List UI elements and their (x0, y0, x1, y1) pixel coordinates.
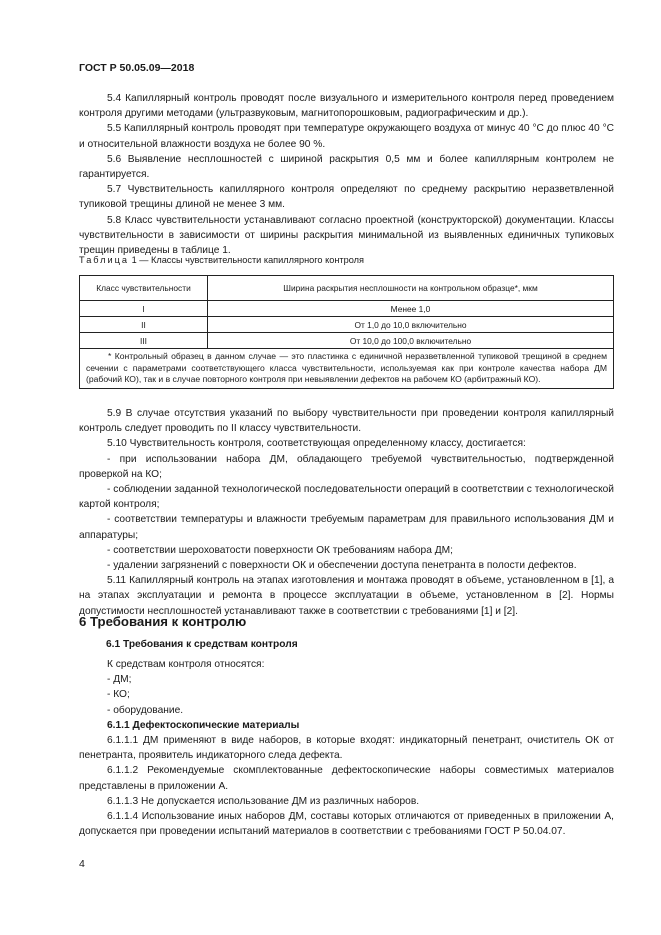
page-number: 4 (79, 858, 85, 870)
list-item: - КО; (107, 689, 130, 701)
list-item: - ДМ; (107, 674, 132, 686)
paragraph-6-1-1-1: 6.1.1.1 ДМ применяют в виде наборов, в которые входят: индикаторный пенетрант, очиститель ОК от пенетранта, проявитель индикаторного следа дефекта. (79, 735, 614, 762)
paragraph-5-4: 5.4 Капиллярный контроль проводят после визуального и измерительного контроля перед проведением контроля другими методами (ультразвуковым, магнитопорошковым, радиографическим и др.). (79, 93, 614, 120)
paragraphs-5-9-to-5-11 (79, 406, 614, 619)
cell-class: I (80, 301, 208, 317)
table-caption (79, 255, 364, 265)
table-row (80, 333, 614, 349)
table-row (80, 301, 614, 317)
cell-class: II (80, 317, 208, 333)
list-item: - оборудование. (107, 704, 184, 716)
paragraph-5-5: 5.5 Капиллярный контроль проводят при температуре окружающего воздуха от минус 40 °С до плюс 40 °С и относительной влажности воздуха не более 90 %. (79, 123, 614, 150)
paragraph-6-1-1-3: 6.1.1.3 Не допускается использование ДМ из различных наборов. (107, 795, 420, 807)
list-item: - удалении загрязнений с поверхности ОК и обеспечении доступа пенетранта в полости дефектов. (107, 560, 577, 572)
list-item: - соответствии шероховатости поверхности ОК требованиям набора ДМ; (107, 544, 453, 556)
table-caption-label: Таблица (79, 255, 130, 265)
paragraph-5-10: 5.10 Чувствительность контроля, соответствующая определенному классу, достигается: (107, 438, 526, 450)
cell-width: От 1,0 до 10,0 включительно (208, 317, 614, 333)
list-item: - при использовании набора ДМ, обладающего требуемой чувствительностью, подтвержденной проверкой на КО; (79, 453, 614, 480)
section-6-heading: 6 Требования к контролю (79, 614, 247, 629)
paragraphs-5-4-to-5-8 (79, 91, 614, 258)
section-6-1-1-heading: 6.1.1 Дефектоскопические материалы (107, 719, 300, 731)
document-code-header: ГОСТ Р 50.05.09—2018 (79, 62, 195, 74)
list-item: - соответствии температуры и влажности требуемым параметрам для правильного использования ДМ и аппаратуры; (79, 514, 614, 541)
section-6-1-heading: 6.1 Требования к средствам контроля (106, 639, 298, 650)
column-header-class: Класс чувствительности (80, 276, 208, 301)
paragraph-5-7: 5.7 Чувствительность капиллярного контроля определяют по среднему раскрытию неразветвленной тупиковой трещины длиной не менее 3 мм. (79, 184, 614, 211)
paragraph-5-11: 5.11 Капиллярный контроль на этапах изготовления и монтажа проводят в объеме, установленном в [1], а на этапах эксплуатации и ремонта в процессе эксплуатации в объеме, установленном в [2]. Нормы допустимости несплошностей устанавливают также в соответствии с требованиями [1] и [2]. (79, 575, 614, 617)
paragraph-6-1-1-2: 6.1.1.2 Рекомендуемые скомплектованные дефектоскопические наборы совместимых материалов представлены в приложении А. (79, 765, 614, 792)
paragraph-5-8: 5.8 Класс чувствительности устанавливают согласно проектной (конструкторской) документации. Классы чувствительности в зависимости от ширины раскрытия минимальной из выявленных единичных тупиковых трещин приведены в таблице 1. (79, 214, 614, 257)
table-header-row (80, 276, 614, 301)
paragraph-5-9: 5.9 В случае отсутствия указаний по выбору чувствительности при проведении контроля капиллярный контроль следует проводить по II классу чувствительности. (79, 408, 614, 435)
column-header-width: Ширина раскрытия несплошности на контрольном образце*, мкм (208, 276, 614, 301)
means-of-control-list (79, 657, 614, 839)
table-footnote: * Контрольный образец в данном случае — это пластинка с единичной неразветвленной тупиковой трещиной в среднем сечении с параметрами соответствующего класса чувствительности, используемая как при контроле качества набора ДМ (рабочий КО), так и в случае повторного контроля при невыявлении дефектов на рабочем КО (арбитражный КО). (80, 349, 614, 389)
paragraph-6-1-1-4: 6.1.1.4 Использование иных наборов ДМ, составы которых отличаются от приведенных в приложении А, допускается при проведении испытаний материалов в соответствии с требованиями ГОСТ Р 50.04.07. (79, 811, 614, 838)
list-intro: К средствам контроля относятся: (107, 659, 265, 670)
paragraph-5-6: 5.6 Выявление несплошностей с шириной раскрытия 0,5 мм и более капиллярным контролем не гарантируется. (79, 153, 614, 181)
table-row (80, 317, 614, 333)
cell-class: III (80, 333, 208, 349)
cell-width: Менее 1,0 (208, 301, 614, 317)
cell-width: От 10,0 до 100,0 включительно (208, 333, 614, 349)
sensitivity-classes-table (79, 275, 614, 389)
table-caption-text: 1 — Классы чувствительности капиллярного контроля (129, 255, 364, 265)
list-item: - соблюдении заданной технологической последовательности операций в соответствии с технологической картой контроля; (79, 484, 614, 511)
table-footnote-row (80, 349, 614, 389)
